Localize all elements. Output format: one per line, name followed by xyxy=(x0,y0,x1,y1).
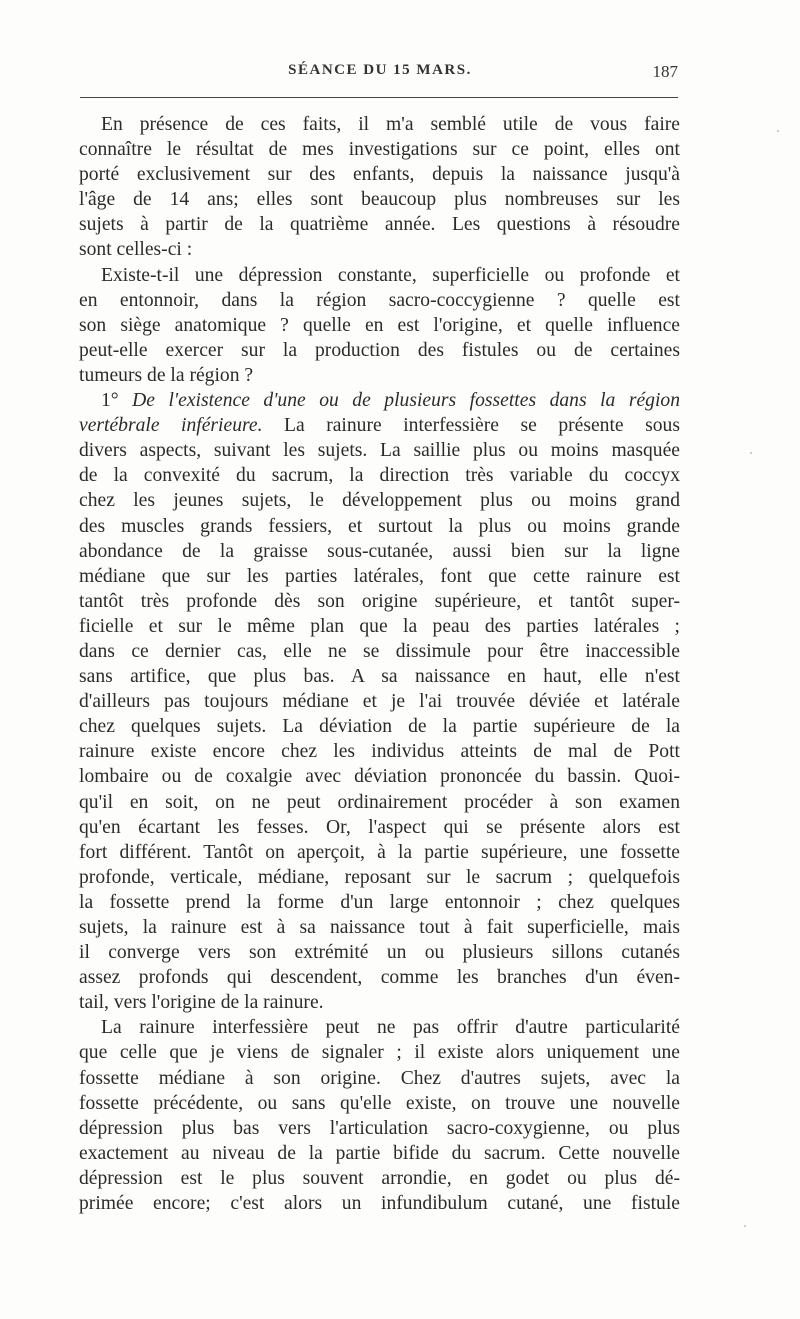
text-line: tantôt très profonde dès son origine supérieure, et tantôt super- xyxy=(79,590,680,612)
text-line: assez profonds qui descendent, comme les branches d'un éven- xyxy=(79,967,680,989)
paper-speck xyxy=(777,130,779,132)
text-line: chez quelques sujets. La déviation de la partie supérieure de la xyxy=(79,716,680,738)
text-line-section-heading xyxy=(79,388,680,413)
running-title: SÉANCE DU 15 MARS. xyxy=(288,62,472,78)
section-title-continued: vertébrale inférieure. xyxy=(79,415,263,437)
text-line: profonde, verticale, médiane, reposant sur le sacrum ; quelquefois xyxy=(79,866,680,888)
text-line: peut-elle exercer sur la production des fistules ou de certaines xyxy=(79,339,680,361)
text-line: La rainure interfessière peut ne pas offrir d'autre particularité xyxy=(101,1017,680,1039)
text-line: tumeurs de la région ? xyxy=(79,364,254,386)
text-line: connaître le résultat de mes investigations sur ce point, elles ont xyxy=(79,139,680,161)
section-title: De l'existence d'une ou de plusieurs fossettes dans la région xyxy=(132,390,680,412)
text-line: abondance de la graisse sous-cutanée, aussi bien sur la ligne xyxy=(79,540,680,562)
text-line: fossette précédente, ou sans qu'elle existe, on trouve une nouvelle xyxy=(79,1092,680,1114)
text-line: que celle que je viens de signaler ; il existe alors uniquement une xyxy=(79,1042,680,1064)
text-line: dépression est le plus souvent arrondie, en godet ou plus dé- xyxy=(79,1167,680,1189)
text-line: qu'en écartant les fesses. Or, l'aspect qui se présente alors est xyxy=(79,816,680,838)
text-line: divers aspects, suivant les sujets. La saillie plus ou moins masquée xyxy=(79,440,680,462)
page-number: 187 xyxy=(652,62,678,81)
text-line: médiane que sur les parties latérales, font que cette rainure est xyxy=(79,565,680,587)
text-line: exactement au niveau de la partie bifide du sacrum. Cette nouvelle xyxy=(79,1142,680,1164)
text-line: Existe-t-il une dépression constante, superficielle ou profonde et xyxy=(101,264,680,286)
text-line: il converge vers son extrémité un ou plusieurs sillons cutanés xyxy=(79,942,680,964)
text-line: sujets à partir de la quatrième année. Les questions à résoudre xyxy=(79,214,680,236)
paper-speck xyxy=(750,452,752,454)
text-line: rainure existe encore chez les individus atteints de mal de Pott xyxy=(79,741,680,763)
text-line: son siège anatomique ? quelle en est l'origine, et quelle influence xyxy=(79,314,680,336)
text-line xyxy=(79,413,680,438)
text-line: sans artifice, que plus bas. A sa naissance en haut, elle n'est xyxy=(79,666,680,688)
text-line: des muscles grands fessiers, et surtout la plus ou moins grande xyxy=(79,515,680,537)
text-line: lombaire ou de coxalgie avec déviation prononcée du bassin. Quoi- xyxy=(79,766,680,788)
text-line: la fossette prend la forme d'un large entonnoir ; chez quelques xyxy=(79,891,680,913)
body-text xyxy=(79,112,680,1216)
text-line: dans ce dernier cas, elle ne se dissimule pour être inaccessible xyxy=(79,640,680,662)
text-line: En présence de ces faits, il m'a semblé utile de vous faire xyxy=(101,114,680,135)
text-line: de la convexité du sacrum, la direction très variable du coccyx xyxy=(79,465,680,487)
text-line: ficielle et sur le même plan que la peau des parties latérales ; xyxy=(79,615,680,637)
text-line: qu'il en soit, on ne peut ordinairement procéder à son examen xyxy=(79,791,680,813)
text-line: en entonnoir, dans la région sacro-coccygienne ? quelle est xyxy=(79,289,680,311)
paper-speck xyxy=(744,1225,746,1227)
text-line-rest: La rainure interfessière se présente sous xyxy=(262,415,680,437)
text-line: primée encore; c'est alors un infundibulum cutané, une fistule xyxy=(79,1193,680,1215)
text-line: fossette médiane à son origine. Chez d'autres sujets, avec la xyxy=(79,1067,680,1089)
section-number: 1° xyxy=(101,390,133,412)
text-line: tail, vers l'origine de la rainure. xyxy=(79,992,324,1014)
text-line: sont celles-ci : xyxy=(79,239,193,261)
text-line: sujets, la rainure est à sa naissance tout à fait superficielle, mais xyxy=(79,917,680,938)
text-line: dépression plus bas vers l'articulation sacro-coxygienne, ou plus xyxy=(79,1117,680,1139)
running-head xyxy=(80,62,680,86)
text-line: fort différent. Tantôt on aperçoit, à la partie supérieure, une fossette xyxy=(79,841,680,863)
text-line: d'ailleurs pas toujours médiane et je l'ai trouvée déviée et latérale xyxy=(79,691,680,713)
text-line: chez les jeunes sujets, le développement plus ou moins grand xyxy=(79,490,680,512)
text-line: porté exclusivement sur des enfants, depuis la naissance jusqu'à xyxy=(79,164,680,186)
text-line: l'âge de 14 ans; elles sont beaucoup plus nombreuses sur les xyxy=(79,189,680,211)
header-rule xyxy=(80,97,678,98)
